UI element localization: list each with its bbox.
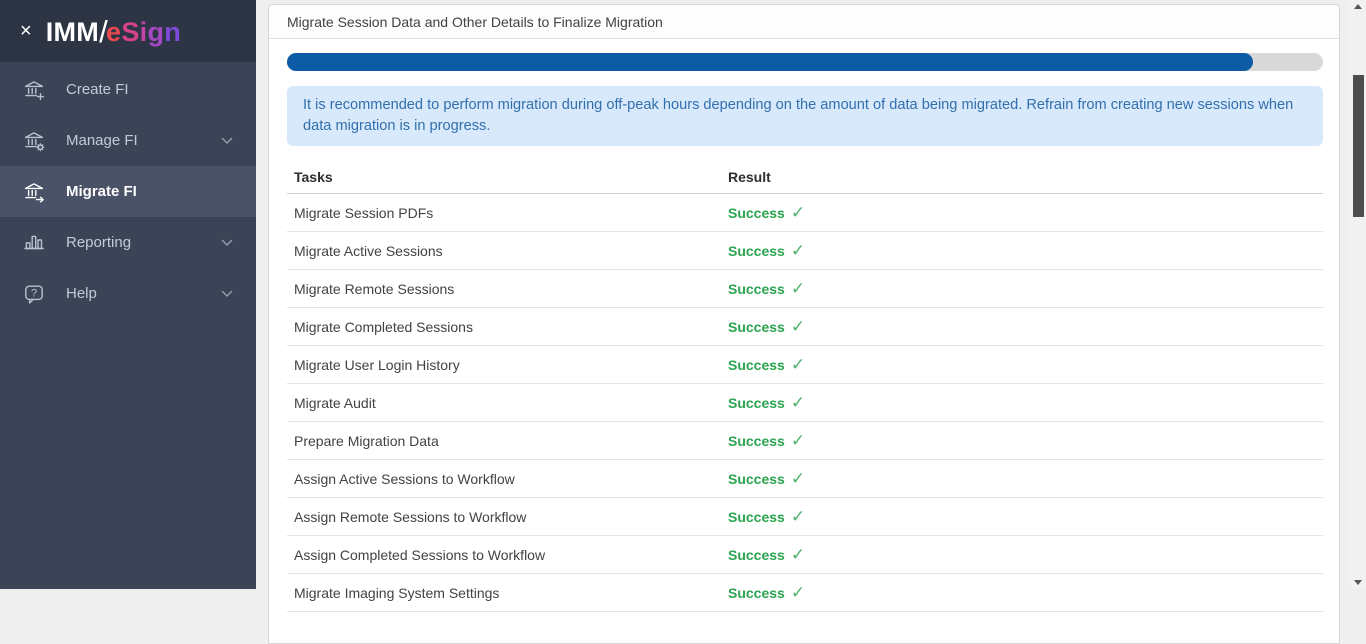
result-column-header: Result [728,169,771,185]
migration-progress-bar [287,53,1323,71]
result-status-text: Success [728,280,785,297]
result-status-text: Success [728,584,785,601]
result-cell [728,242,1323,259]
table-row [287,232,1323,270]
sidebar-item-label: Reporting [66,234,132,251]
card-body [269,53,1339,612]
sidebar-item-label: Manage FI [66,132,138,149]
table-row [287,346,1323,384]
sidebar-menu [0,62,256,319]
sidebar-item-label: Migrate FI [66,183,137,200]
task-cell: Migrate Active Sessions [294,242,443,259]
task-cell: Assign Remote Sessions to Workflow [294,508,527,525]
task-cell: Migrate User Login History [294,356,460,373]
result-cell [728,280,1323,297]
task-cell: Migrate Session PDFs [294,204,434,221]
logo-slash: / [99,14,108,49]
result-cell [728,356,1323,373]
table-row [287,498,1323,536]
result-cell [728,318,1323,335]
sidebar-header [0,0,256,62]
page-title: Migrate Session Data and Other Details to Finalize Migration [287,13,663,30]
check-icon: ✓ [790,583,806,602]
check-icon: ✓ [790,241,806,260]
result-cell [728,394,1323,411]
chevron-down-icon [220,236,234,250]
logo-esign-text: eSign [106,17,182,47]
bank-plus-icon [22,78,46,102]
result-status-text: Success [728,318,785,335]
sidebar [0,0,256,589]
close-icon[interactable]: × [20,20,32,42]
scroll-up-arrow-icon[interactable] [1354,4,1362,9]
table-row [287,422,1323,460]
result-cell [728,508,1323,525]
sidebar-item-migrate-fi[interactable] [0,166,256,217]
check-icon: ✓ [790,507,806,526]
check-icon: ✓ [790,545,806,564]
result-status-text: Success [728,432,785,449]
bank-gear-icon [22,129,46,153]
result-status-text: Success [728,470,785,487]
result-status-text: Success [728,242,785,259]
table-row [287,384,1323,422]
task-cell: Migrate Completed Sessions [294,318,473,335]
table-row [287,194,1323,232]
help-bubble-icon [22,282,46,306]
check-icon: ✓ [790,279,806,298]
result-cell [728,584,1323,601]
table-header-row [287,161,1323,194]
task-cell: Assign Completed Sessions to Workflow [294,546,546,563]
migration-card [268,4,1340,644]
bar-chart-icon [22,231,46,255]
sidebar-item-reporting[interactable] [0,217,256,268]
sidebar-item-create-fi[interactable] [0,64,256,115]
result-status-text: Success [728,546,785,563]
scrollbar-thumb[interactable] [1353,75,1364,217]
progress-fill [287,53,1253,71]
table-row [287,460,1323,498]
result-cell [728,546,1323,563]
table-row [287,574,1323,612]
task-cell: Assign Active Sessions to Workflow [294,470,515,487]
sidebar-item-label: Help [66,285,97,302]
migration-notice: It is recommended to perform migration during off-peak hours depending on the amount of data being migrated. Refrain from creating new sessions when data migration is in progress. [287,86,1323,146]
check-icon: ✓ [790,469,806,488]
table-row [287,536,1323,574]
sidebar-item-manage-fi[interactable] [0,115,256,166]
chevron-down-icon [220,134,234,148]
logo-imm-text: IMM [45,17,100,47]
result-status-text: Success [728,356,785,373]
check-icon: ✓ [790,203,806,222]
result-cell [728,204,1323,221]
result-status-text: Success [728,204,785,221]
bank-gear-icon [22,129,46,153]
chevron-down-icon[interactable] [220,134,234,148]
table-body [287,194,1323,612]
tasks-column-header: Tasks [294,169,333,185]
check-icon: ✓ [790,431,806,450]
svg-text:?: ? [30,287,38,300]
check-icon: ✓ [790,355,806,374]
scroll-down-arrow-icon[interactable] [1354,580,1362,585]
bank-plus-icon [22,78,46,102]
bank-arrow-icon [22,180,46,204]
task-cell: Migrate Imaging System Settings [294,584,500,601]
bar-chart-icon [22,231,46,255]
task-cell: Migrate Audit [294,394,376,411]
tasks-table [287,161,1323,612]
check-icon: ✓ [790,317,806,336]
card-header [269,5,1339,39]
task-cell: Migrate Remote Sessions [294,280,455,297]
chevron-down-icon[interactable] [220,236,234,250]
task-cell: Prepare Migration Data [294,432,439,449]
chevron-down-icon [220,287,234,301]
chevron-down-icon[interactable] [220,287,234,301]
table-row [287,270,1323,308]
result-status-text: Success [728,394,785,411]
sidebar-item-help[interactable] [0,268,256,319]
imm-esign-logo [46,13,181,49]
sidebar-item-label: Create FI [66,81,129,98]
vertical-scrollbar[interactable] [1349,0,1366,589]
table-row [287,308,1323,346]
help-bubble-icon [22,282,46,306]
result-status-text: Success [728,508,785,525]
check-icon: ✓ [790,393,806,412]
bank-arrow-icon [22,180,46,204]
result-cell [728,432,1323,449]
result-cell [728,470,1323,487]
